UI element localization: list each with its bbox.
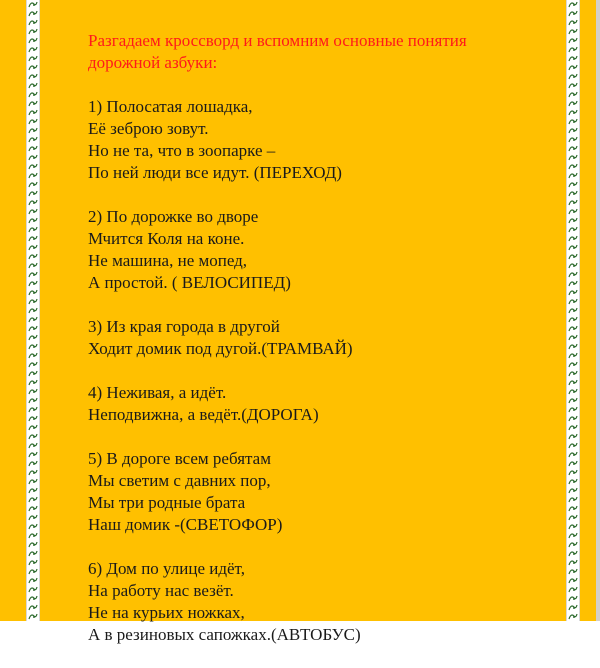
riddle-line: 2) По дорожке во дворе (88, 207, 259, 226)
riddle-4 (88, 382, 558, 426)
riddle-5 (88, 448, 558, 536)
riddle-line: На работу нас везёт. (88, 581, 234, 600)
riddle-line: Мы светим с давних пор, (88, 471, 271, 490)
riddle-line: Ходит домик под дугой.(ТРАМВАЙ) (88, 339, 353, 358)
riddle-line: 1) Полосатая лошадка, (88, 97, 253, 116)
riddle-line: 6) Дом по улице идёт, (88, 559, 245, 578)
riddle-line: Мы три родные брата (88, 493, 246, 512)
decorative-border-left (26, 0, 40, 621)
riddle-line: Мчится Коля на коне. (88, 229, 245, 248)
riddle-2 (88, 206, 558, 294)
riddle-line: А в резиновых сапожках.(АВТОБУС) (88, 625, 361, 644)
riddle-line: А простой. ( ВЕЛОСИПЕД) (88, 273, 291, 292)
ornament-pattern-right (567, 0, 579, 621)
slide-heading (88, 30, 558, 74)
riddle-line: 3) Из края города в другой (88, 317, 280, 336)
slide-content (88, 30, 558, 668)
riddle-line: Её зеброю зовут. (88, 119, 209, 138)
riddle-line: 4) Неживая, а идёт. (88, 383, 227, 402)
riddle-line: Но не та, что в зоопарке – (88, 141, 276, 160)
page-margin-right (580, 0, 596, 621)
window-edge (596, 0, 600, 621)
riddle-line: Не машина, не мопед, (88, 251, 248, 270)
decorative-border-right (566, 0, 580, 621)
riddle-line: Неподвижна, а ведёт.(ДОРОГА) (88, 405, 319, 424)
riddle-line: Не на курьих ножках, (88, 603, 245, 622)
riddle-line: По ней люди все идут. (ПЕРЕХОД) (88, 163, 342, 182)
riddle-6 (88, 558, 558, 646)
riddle-line: Наш домик -(СВЕТОФОР) (88, 515, 283, 534)
page-margin-left (0, 0, 26, 621)
heading-line: Разгадаем кроссворд и вспомним основные понятия (88, 31, 467, 50)
heading-line: дорожной азбуки: (88, 53, 218, 72)
riddle-line: 5) В дороге всем ребятам (88, 449, 271, 468)
riddle-1 (88, 96, 558, 184)
ornament-pattern-left (27, 0, 39, 621)
riddle-3 (88, 316, 558, 360)
